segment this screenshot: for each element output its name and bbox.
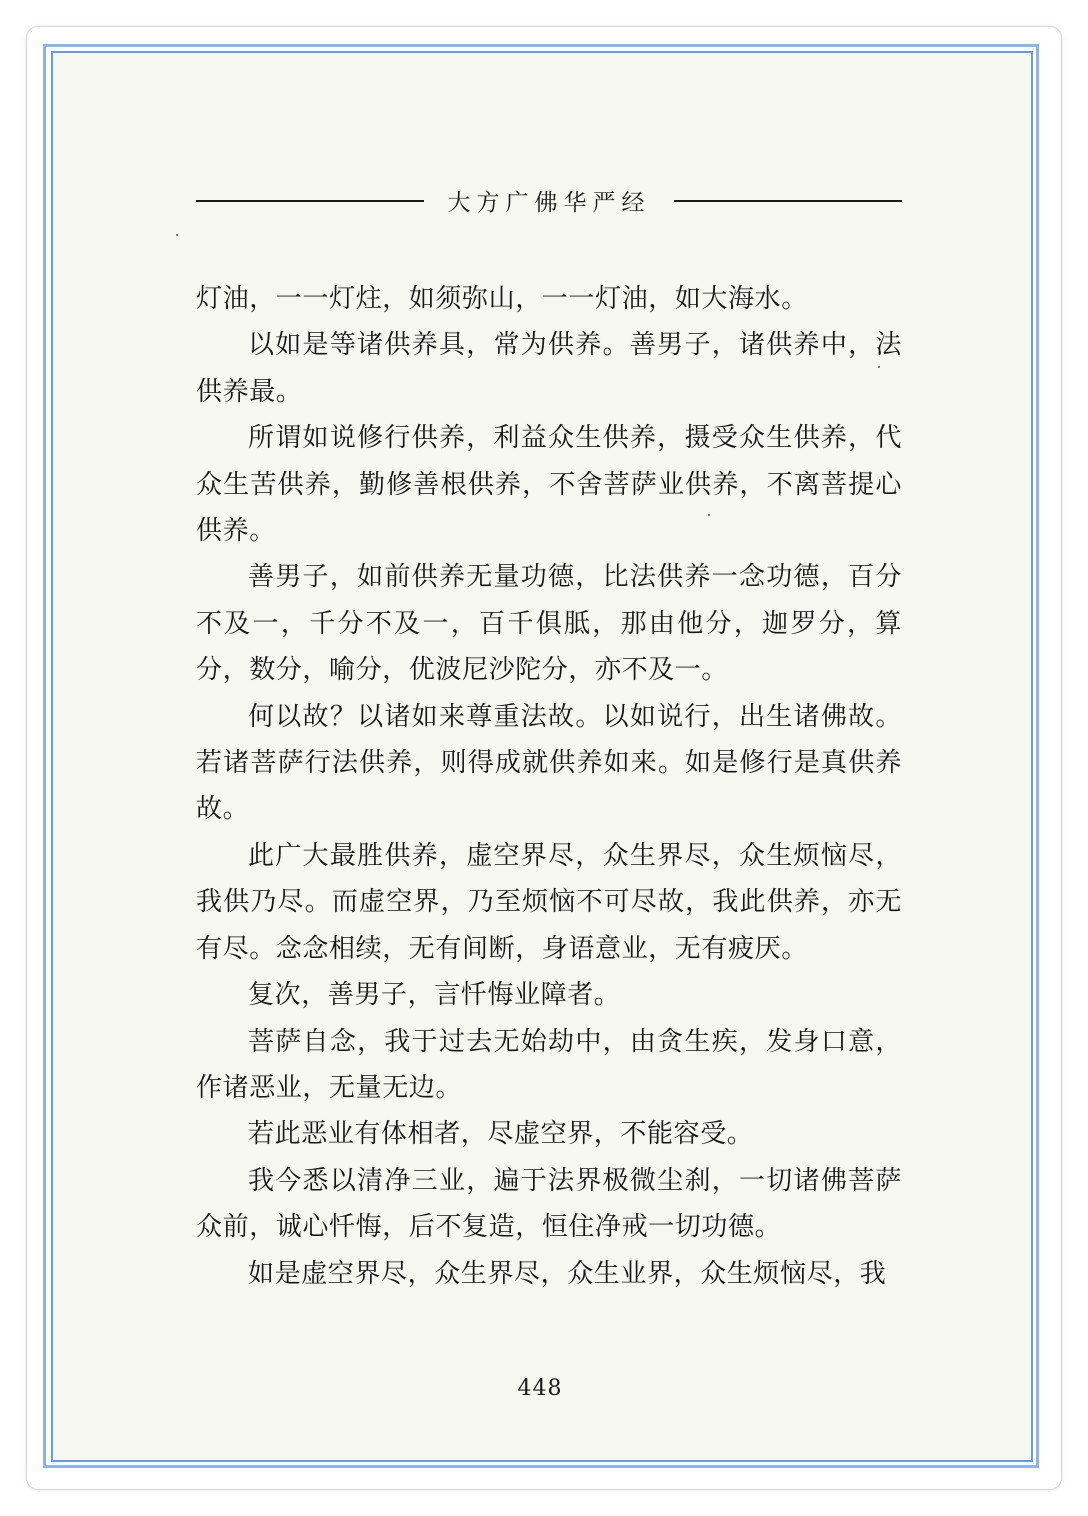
header-rule-right xyxy=(674,200,902,202)
paragraph: 此广大最胜供养，虚空界尽，众生界尽，众生烦恼尽，我供乃尽。而虚空界，乃至烦恼不可尽故，我此供养，亦无有尽。念念相续，无有间断，身语意业，无有疲厌。 xyxy=(196,840,902,964)
paragraph: 何以故？以诸如来尊重法故。以如说行，出生诸佛故。若诸菩萨行法供养，则得成就供养如来。如是修行是真供养故。 xyxy=(196,701,902,825)
page-number: 448 xyxy=(517,1376,563,1401)
running-header xyxy=(196,178,902,224)
paragraph: 菩萨自念，我于过去无始劫中，由贪生疾，发身口意，作诸恶业，无量无边。 xyxy=(196,1026,902,1103)
paragraph: 复次，善男子，言忏悔业障者。 xyxy=(248,980,621,1011)
scan-speck xyxy=(708,514,710,516)
paragraph: 如是虚空界尽，众生界尽，众生业界，众生烦恼尽，我 xyxy=(248,1258,887,1289)
paragraph: 我今悉以清净三业，遍于法界极微尘刹，一切诸佛菩萨众前，诚心忏悔，后不复造，恒住净戒一切功德。 xyxy=(196,1165,902,1243)
scan-speck xyxy=(878,366,880,368)
header-rule-left xyxy=(196,200,424,202)
paragraph: 若此恶业有体相者，尽虚空界，不能容受。 xyxy=(248,1119,754,1150)
paragraph: 以如是等诸供养具，常为供养。善男子，诸供养中，法供养最。 xyxy=(196,330,902,407)
paragraph: 善男子，如前供养无量功德，比法供养一念功德，百分不及一，千分不及一，百千俱胝，那由他分，迦罗分，算分，数分，喻分，优波尼沙陀分，亦不及一。 xyxy=(196,562,902,686)
book-title: 大方广佛华严经 xyxy=(447,190,651,216)
scan-speck xyxy=(176,234,178,236)
scripture-body xyxy=(196,276,902,1297)
paragraph: 所谓如说修行供养，利益众生供养，摄受众生供养，代众生苦供养，勤修善根供养，不舍菩萨业供养，不离菩提心供养。 xyxy=(196,423,902,547)
paragraph: 灯油，一一灯炷，如须弥山，一一灯油，如大海水。 xyxy=(196,284,808,314)
